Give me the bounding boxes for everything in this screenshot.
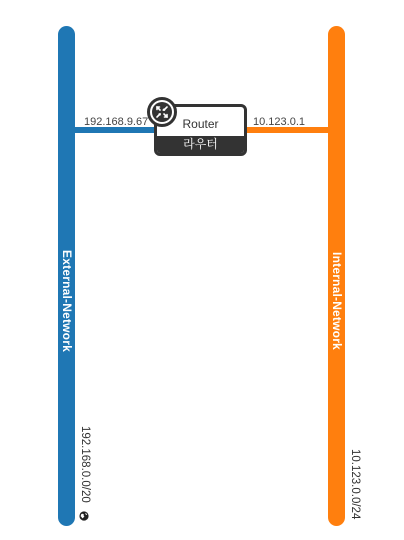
external-network-cidr: 192.168.0.0/20 (79, 426, 91, 503)
internal-network-cidr: 10.123.0.0/24 (349, 449, 361, 520)
internal-interface-ip: 10.123.0.1 (253, 116, 305, 128)
external-interface-ip: 192.168.9.67 (84, 116, 149, 128)
external-network-name: External-Network (59, 250, 74, 352)
router-name: Router (182, 117, 219, 131)
internal-network-name: Internal-Network (329, 252, 344, 350)
internal-network-bar[interactable] (328, 26, 345, 526)
router-display-name: 라우터 (157, 136, 244, 153)
globe-icon (79, 511, 89, 521)
router-icon (147, 97, 177, 127)
external-network-bar[interactable] (58, 26, 75, 526)
